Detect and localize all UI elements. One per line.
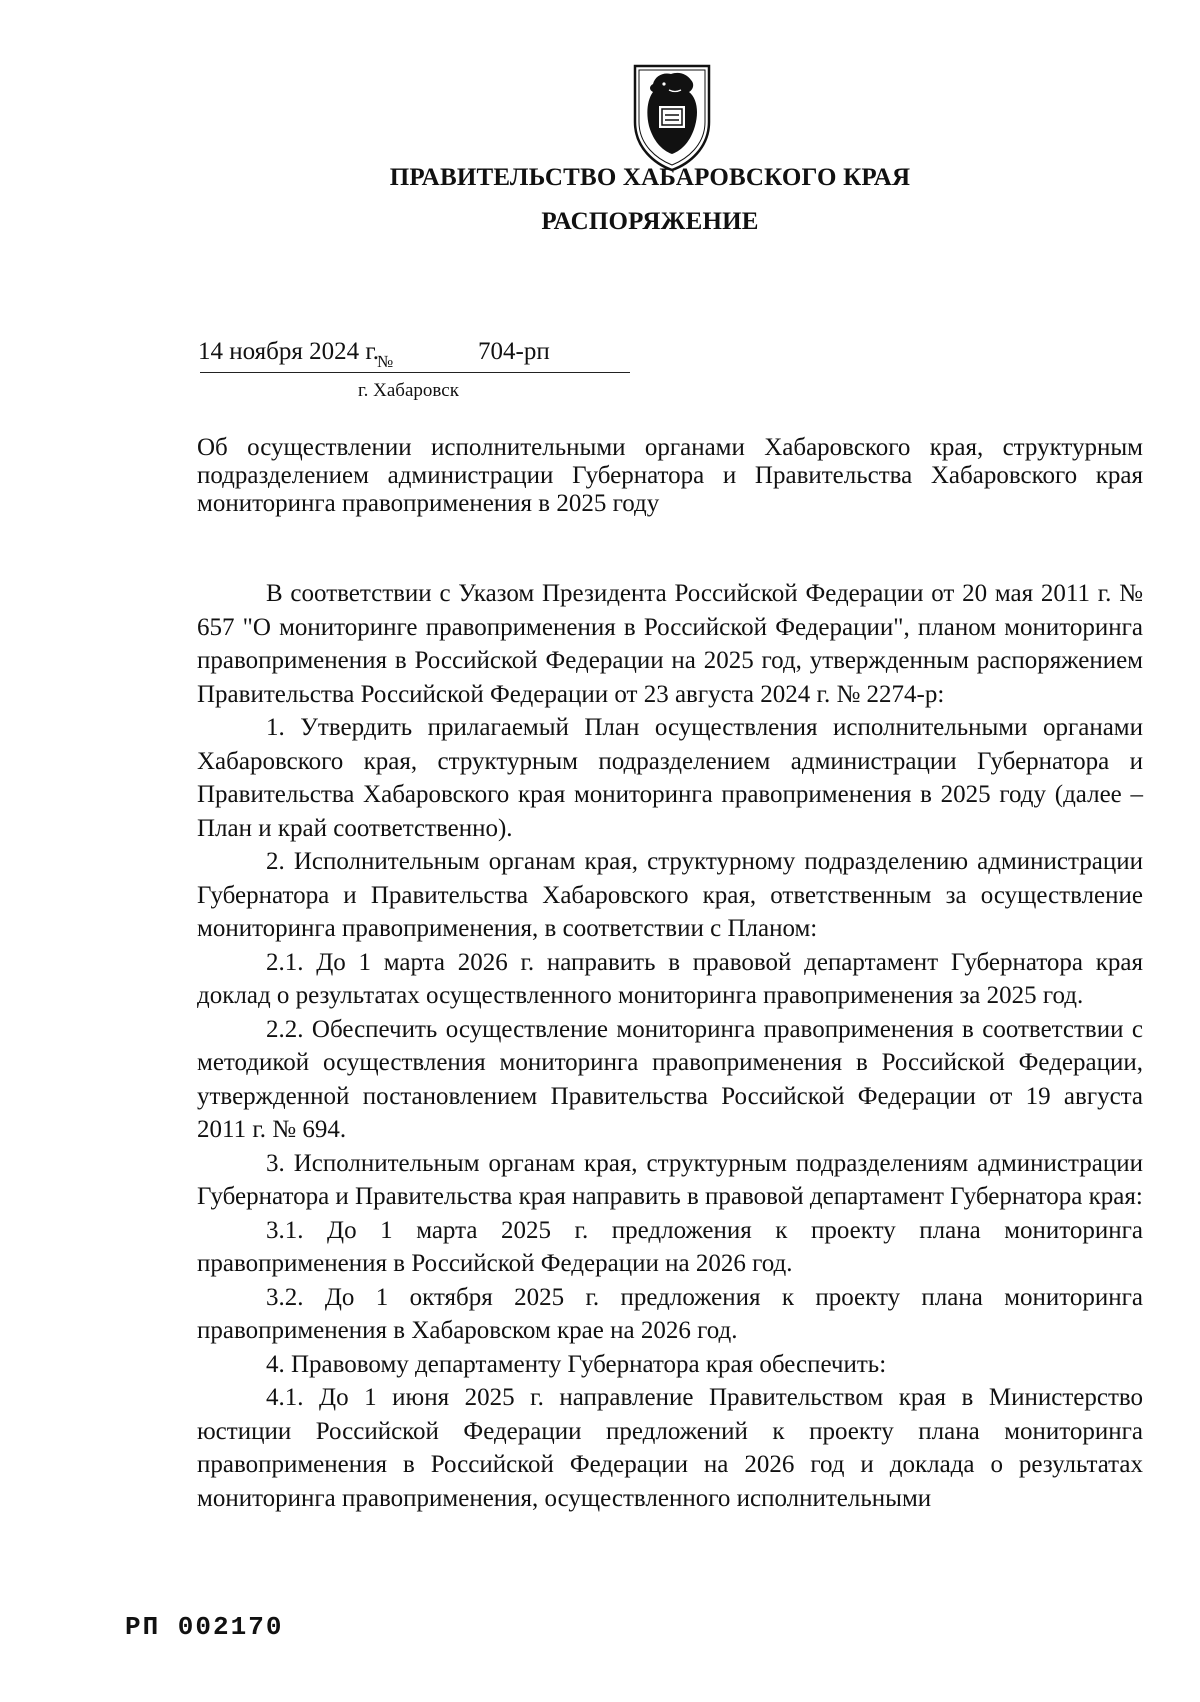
clause-2-1: 2.1. До 1 марта 2026 г. направить в правовой департамент Губернатора края доклад о результатах осуществленного мониторинга правоприменения за 2025 год. — [197, 948, 1143, 1009]
document-number: 704-рп — [478, 338, 550, 365]
document-body — [197, 577, 1143, 1515]
clause-3-1: 3.1. До 1 марта 2025 г. предложения к проекту плана мониторинга правоприменения в Российской Федерации на 2026 год. — [197, 1216, 1143, 1277]
clause-2-2: 2.2. Обеспечить осуществление мониторинга правоприменения в соответствии с методикой осуществления мониторинга правоприменения в Российской Федерации, утвержденной постановлением Правительства Российской Федерации от 19 августа 2011 г. № 694. — [197, 1015, 1143, 1143]
clause-3: 3. Исполнительным органам края, структурным подразделениям администрации Губернатора и Правительства края направить в правовой департамент Губернатора края: — [197, 1149, 1143, 1210]
clause-4-1: 4.1. До 1 июня 2025 г. направление Правительством края в Министерство юстиции Российской Федерации предложений к проекту плана мониторинга правоприменения в Российской Федерации на 2026 год и доклада о результатах мониторинга правоприменения, осуществленного исполнительными — [197, 1384, 1143, 1512]
organization-title: ПРАВИТЕЛЬСТВО ХАБАРОВСКОГО КРАЯ — [389, 164, 911, 191]
document-type: РАСПОРЯЖЕНИЕ — [541, 208, 759, 235]
clause-2: 2. Исполнительным органам края, структурному подразделению администрации Губернатора и Правительства Хабаровского края, ответственным за осуществление мониторинга правоприменения, в соответствии с Планом: — [197, 848, 1143, 942]
clause-3-2: 3.2. До 1 октября 2025 г. предложения к проекту плана мониторинга правоприменения в Хабаровском крае на 2026 год. — [197, 1283, 1143, 1344]
preamble-paragraph: В соответствии с Указом Президента Российской Федерации от 20 мая 2011 г. № 657 "О мониторинге правоприменения в Российской Федерации", планом мониторинга правоприменения в Российской Федерации на 2025 год, утвержденным распоряжением Правительства Российской Федерации от 23 августа 2024 г. № 2274-р: — [197, 580, 1143, 708]
number-sign: № — [377, 352, 394, 371]
clause-4: 4. Правовому департаменту Губернатора края обеспечить: — [266, 1350, 887, 1378]
document-subject: Об осуществлении исполнительными органами Хабаровского края, структурным подразделением администрации Губернатора и Правительства Хабаровского края мониторинга правоприменения в 2025 году — [197, 434, 1143, 517]
document-date: 14 ноября 2024 г. — [198, 338, 380, 365]
clause-1: 1. Утвердить прилагаемый План осуществления исполнительными органами Хабаровского края, структурным подразделением администрации Губернатора и Правительства Хабаровского края мониторинга правоприменения в 2025 году (далее – План и край соответственно). — [197, 714, 1143, 842]
form-serial-code: РП 002170 — [125, 1612, 284, 1642]
document-city: г. Хабаровск — [358, 380, 459, 401]
coat-of-arms-icon — [629, 60, 715, 172]
date-number-underline — [200, 372, 630, 373]
